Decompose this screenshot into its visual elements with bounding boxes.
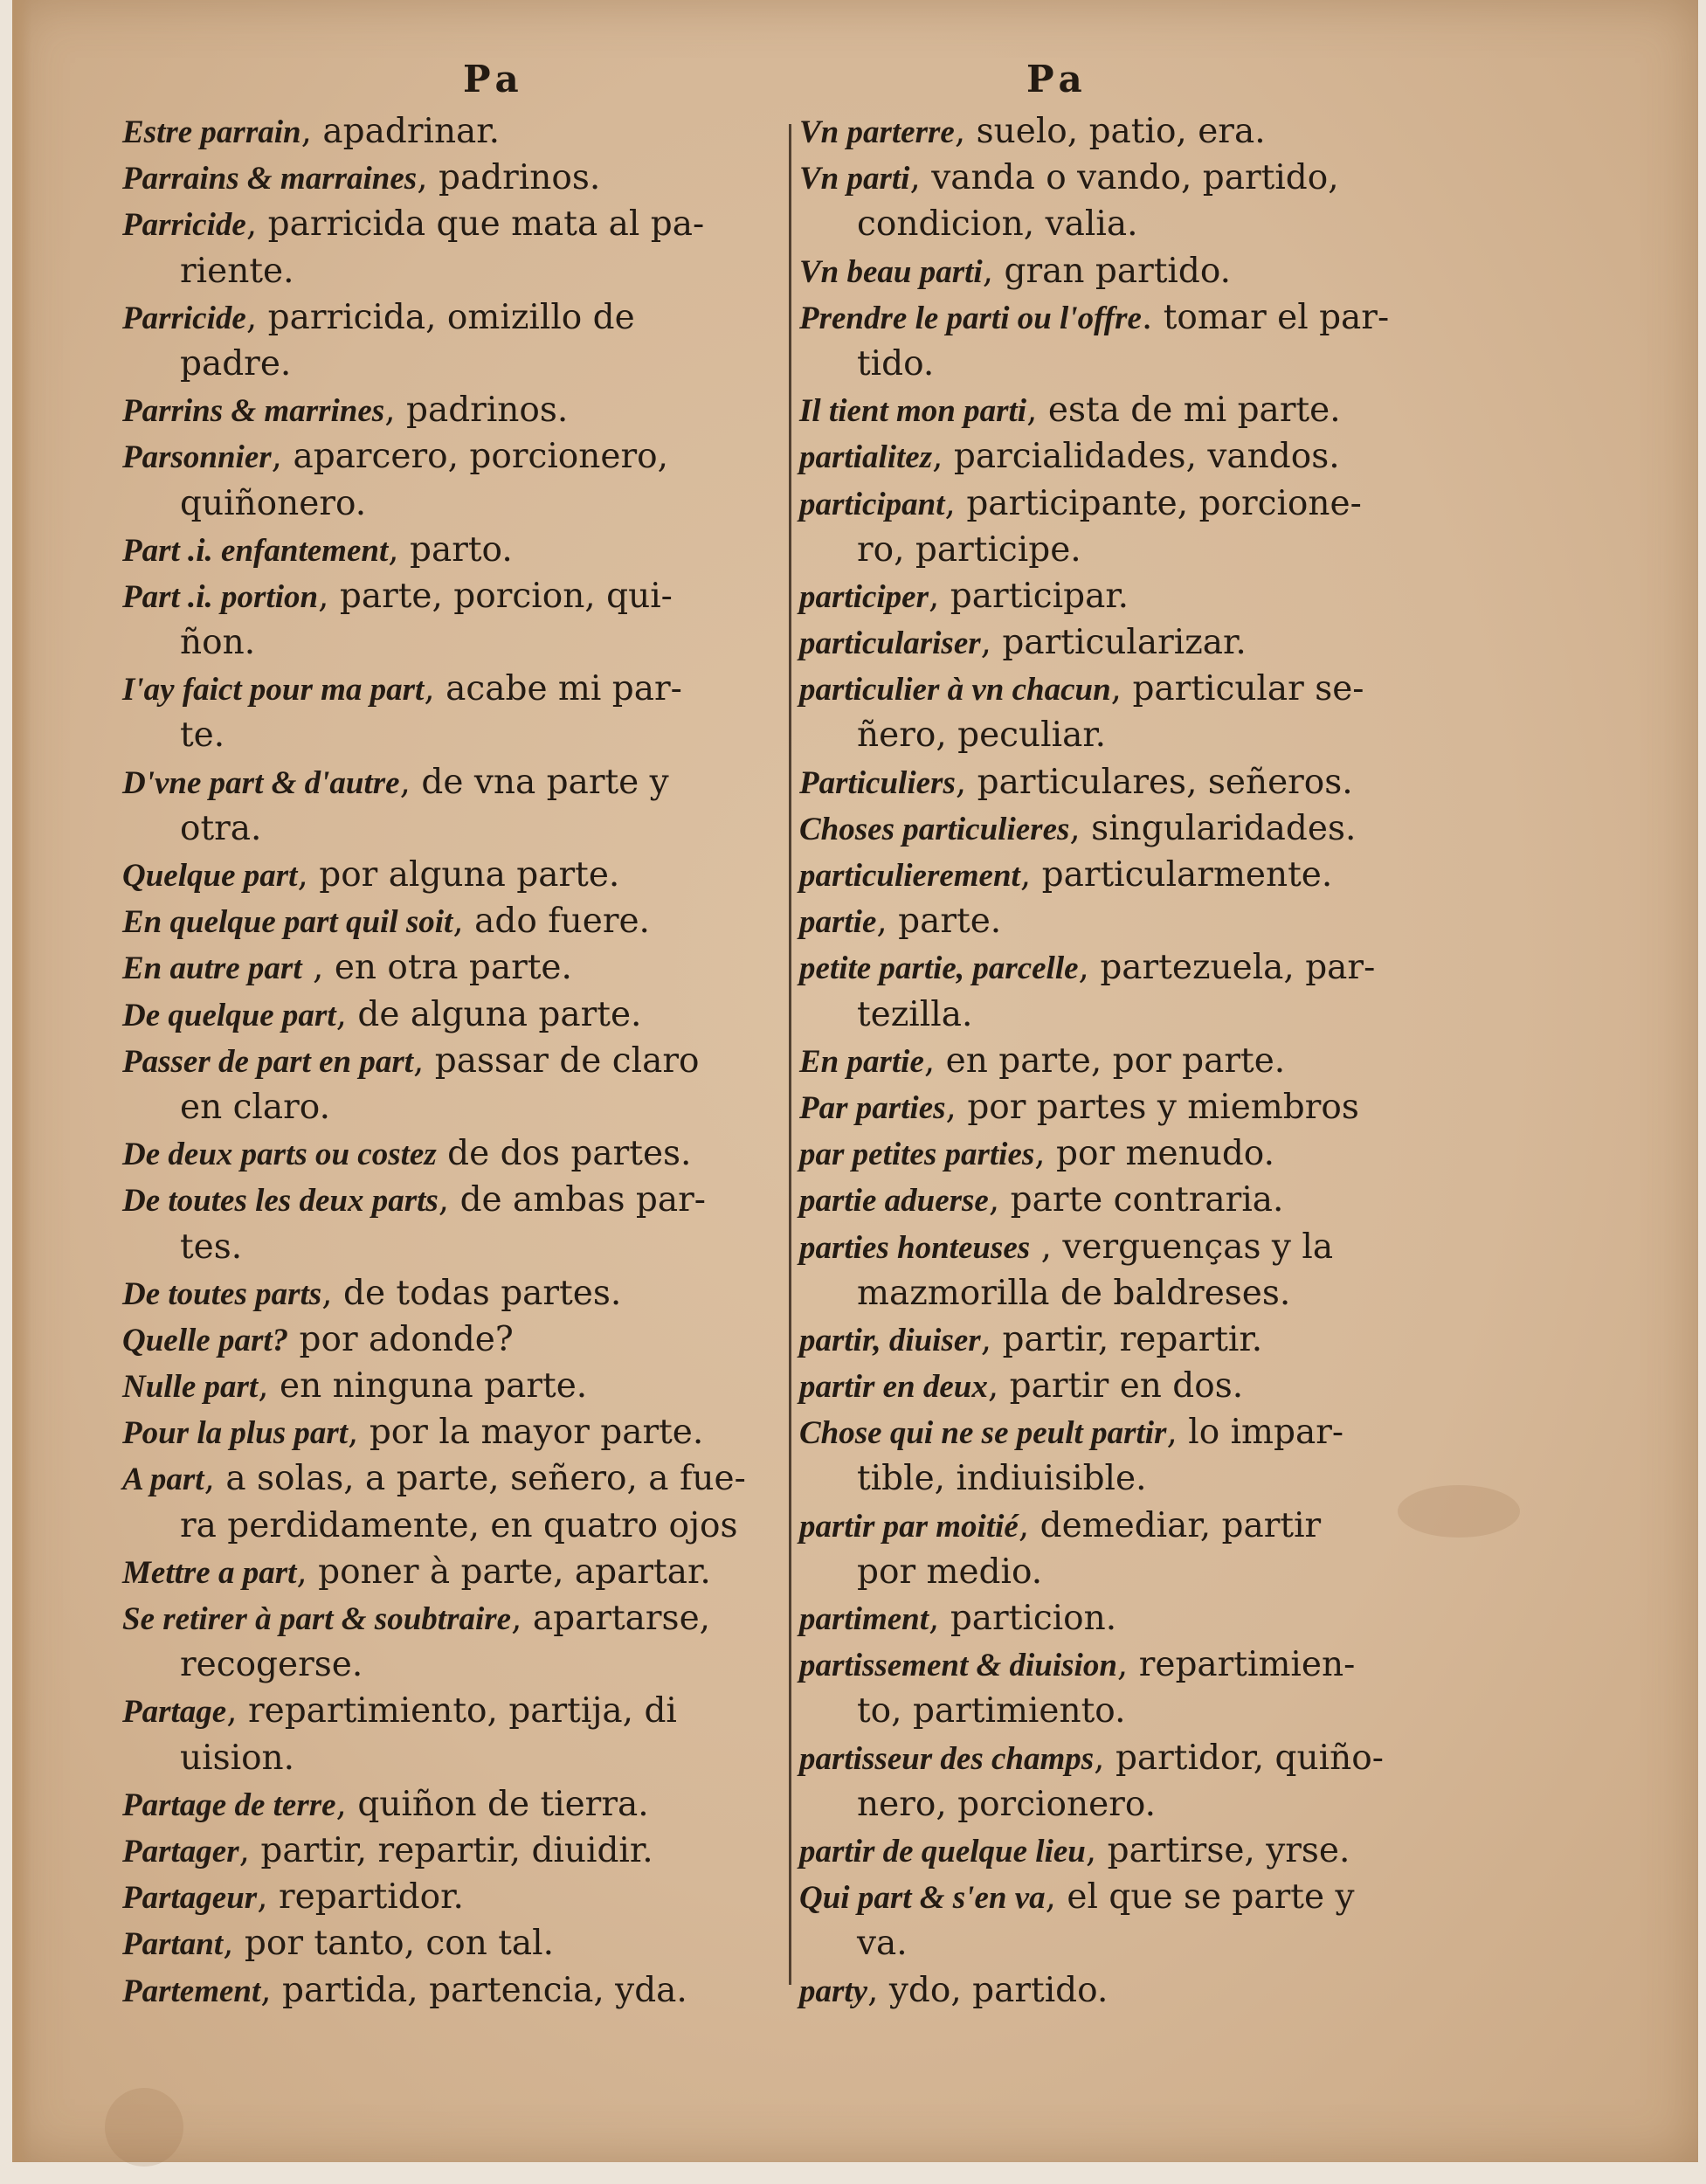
spanish-definition: por adonde? bbox=[288, 1319, 514, 1359]
french-headword: Particuliers bbox=[799, 764, 956, 801]
french-headword: partie bbox=[799, 904, 877, 941]
spanish-definition: , partezuela, par- bbox=[1078, 948, 1376, 988]
french-headword: Se retirer à part & soubtraire bbox=[122, 1601, 512, 1637]
spanish-definition: riente. bbox=[180, 251, 294, 291]
spanish-definition: , gran partido. bbox=[982, 251, 1232, 291]
spanish-definition: ra perdidamente, en quatro ojos bbox=[180, 1505, 738, 1545]
spanish-definition: , quiñon de tierra. bbox=[335, 1784, 649, 1824]
french-headword: De toutes les deux parts bbox=[122, 1183, 439, 1220]
entry-continuation-line bbox=[122, 341, 786, 387]
entry-continuation-line bbox=[799, 1688, 1472, 1734]
entry-continuation-line bbox=[799, 712, 1472, 758]
spanish-definition: mazmorilla de baldreses. bbox=[857, 1273, 1291, 1313]
spanish-definition: , parte. bbox=[876, 902, 1002, 942]
dictionary-entry bbox=[122, 852, 786, 898]
french-headword: Passer de part en part bbox=[122, 1043, 413, 1080]
french-headword: partissement & diuision bbox=[799, 1648, 1117, 1684]
spanish-definition: , partir, repartir, diuidir. bbox=[238, 1830, 653, 1870]
dictionary-entry bbox=[799, 1595, 1472, 1641]
dictionary-entry bbox=[799, 1363, 1472, 1409]
entry-continuation-line bbox=[799, 341, 1472, 387]
spanish-definition: , suelo, patio, era. bbox=[954, 112, 1266, 151]
entry-continuation-line bbox=[799, 1270, 1472, 1317]
entry-continuation-line bbox=[799, 992, 1472, 1038]
french-headword: Chose qui ne se peult partir bbox=[799, 1415, 1167, 1452]
french-headword: Parrins & marrines bbox=[122, 393, 385, 430]
right-column bbox=[799, 108, 1472, 2014]
french-headword: partiment bbox=[799, 1601, 929, 1637]
french-headword: Partage bbox=[122, 1694, 227, 1731]
spanish-definition: en claro. bbox=[180, 1087, 330, 1127]
spanish-definition: , repartidor. bbox=[257, 1877, 464, 1918]
dictionary-entry bbox=[799, 1874, 1472, 1920]
spanish-definition: , particulares, señeros. bbox=[955, 762, 1353, 802]
dictionary-entry bbox=[122, 1317, 786, 1363]
dictionary-entry bbox=[122, 387, 786, 433]
french-headword: partir par moitié bbox=[799, 1508, 1019, 1545]
spanish-definition: , en otra parte. bbox=[301, 948, 572, 988]
spanish-definition: , poner à parte, apartar. bbox=[296, 1552, 711, 1592]
dictionary-entry bbox=[799, 898, 1472, 944]
spanish-definition: , ydo, partido. bbox=[867, 1970, 1109, 2010]
dictionary-entry bbox=[799, 1735, 1472, 1781]
spanish-definition: va. bbox=[857, 1924, 908, 1964]
spanish-definition: ñero, peculiar. bbox=[857, 715, 1107, 756]
spanish-definition: , parto. bbox=[388, 529, 513, 570]
dictionary-entry bbox=[799, 155, 1472, 201]
french-headword: partisseur des champs bbox=[799, 1740, 1095, 1777]
entry-continuation-line bbox=[122, 712, 786, 758]
entry-continuation-line bbox=[122, 480, 786, 527]
spanish-definition: , partir, repartir. bbox=[980, 1319, 1263, 1359]
dictionary-entry bbox=[799, 1038, 1472, 1084]
spanish-definition: , partidor, quiño- bbox=[1094, 1738, 1384, 1778]
spanish-definition: , esta de mi parte. bbox=[1026, 390, 1341, 431]
spanish-definition: , partida, partencia, yda. bbox=[260, 1970, 687, 2010]
french-headword: Prendre le parti ou l'offre bbox=[799, 300, 1142, 336]
dictionary-entry bbox=[799, 433, 1472, 480]
spanish-definition: , el que se parte y bbox=[1045, 1877, 1355, 1918]
spanish-definition: tido. bbox=[857, 343, 935, 384]
spanish-definition: , por alguna parte. bbox=[297, 855, 620, 895]
spanish-definition: , padrinos. bbox=[384, 390, 569, 431]
spanish-definition: , por menudo. bbox=[1034, 1134, 1274, 1174]
french-headword: Parrains & marraines bbox=[122, 161, 418, 197]
dictionary-entry bbox=[122, 1363, 786, 1409]
dictionary-entry bbox=[799, 1130, 1472, 1177]
spanish-definition: , singularidades. bbox=[1069, 808, 1357, 848]
french-headword: party bbox=[799, 1973, 868, 2009]
french-headword: Quelle part? bbox=[122, 1322, 289, 1358]
spanish-definition: , aparcero, porcionero, bbox=[271, 437, 669, 477]
dictionary-entry bbox=[799, 1224, 1472, 1270]
dictionary-entry bbox=[799, 944, 1472, 991]
dictionary-entry bbox=[799, 1503, 1472, 1549]
spanish-definition: , repartimiento, partija, di bbox=[226, 1691, 677, 1731]
french-headword: Partageur bbox=[122, 1880, 258, 1917]
dictionary-entry bbox=[122, 1270, 786, 1317]
entry-continuation-line bbox=[122, 1503, 786, 1549]
spanish-definition: , lo impar- bbox=[1166, 1413, 1344, 1453]
entry-continuation-line bbox=[122, 619, 786, 666]
dictionary-entry bbox=[799, 248, 1472, 294]
french-headword: partir de quelque lieu bbox=[799, 1833, 1086, 1870]
dictionary-entry bbox=[799, 1177, 1472, 1223]
dictionary-entry bbox=[799, 852, 1472, 898]
spanish-definition: , en parte, por parte. bbox=[923, 1040, 1286, 1081]
spanish-definition: , partirse, yrse. bbox=[1085, 1830, 1350, 1870]
dictionary-entry bbox=[122, 433, 786, 480]
spanish-definition: quiñonero. bbox=[180, 483, 367, 523]
entry-continuation-line bbox=[799, 201, 1472, 247]
french-headword: Parricide bbox=[122, 207, 246, 244]
french-headword: Estre parrain bbox=[122, 114, 301, 150]
french-headword: particulierement bbox=[799, 858, 1020, 894]
dictionary-entry bbox=[122, 1874, 786, 1920]
spanish-definition: to, partimiento. bbox=[857, 1691, 1126, 1731]
dictionary-entry bbox=[799, 1409, 1472, 1455]
spanish-definition: ñon. bbox=[180, 623, 256, 663]
french-headword: Quelque part bbox=[122, 858, 298, 894]
spanish-definition: , parricida que mata al pa- bbox=[245, 204, 705, 245]
spanish-definition: , particularizar. bbox=[980, 623, 1247, 663]
spanish-definition: , particularmente. bbox=[1019, 855, 1333, 895]
spanish-definition: , demediar, partir bbox=[1018, 1505, 1322, 1545]
dictionary-entry bbox=[122, 1595, 786, 1641]
french-headword: Choses particulieres bbox=[799, 811, 1070, 847]
dictionary-entry bbox=[122, 1688, 786, 1734]
french-headword: En partie bbox=[799, 1043, 924, 1080]
spanish-definition: condicion, valia. bbox=[857, 204, 1138, 245]
french-headword: petite partie, parcelle bbox=[799, 950, 1079, 987]
spanish-definition: , particular se- bbox=[1110, 669, 1364, 709]
dictionary-entry bbox=[122, 1455, 786, 1502]
dictionary-entry bbox=[122, 1549, 786, 1595]
spanish-definition: tible, indiuisible. bbox=[857, 1459, 1147, 1499]
french-headword: participant bbox=[799, 486, 945, 522]
spanish-definition: , por la mayor parte. bbox=[348, 1413, 704, 1453]
spanish-definition: ro, participe. bbox=[857, 529, 1081, 570]
spanish-definition: , vanda o vando, partido, bbox=[909, 158, 1339, 198]
dictionary-entry bbox=[122, 1409, 786, 1455]
dictionary-entry bbox=[799, 666, 1472, 712]
spanish-definition: , de alguna parte. bbox=[335, 994, 642, 1034]
french-headword: D'vne part & d'autre bbox=[122, 764, 400, 801]
dictionary-entry bbox=[799, 1641, 1472, 1688]
entry-continuation-line bbox=[799, 1781, 1472, 1828]
french-headword: Partage de terre bbox=[122, 1787, 336, 1823]
french-headword: participer bbox=[799, 578, 929, 615]
french-headword: Partager bbox=[122, 1833, 239, 1870]
dictionary-entry bbox=[122, 944, 786, 991]
french-headword: En quelque part quil soit bbox=[122, 904, 453, 941]
french-headword: Par parties bbox=[799, 1089, 946, 1126]
spanish-definition: uision. bbox=[180, 1738, 295, 1778]
french-headword: De deux parts ou costez bbox=[122, 1137, 437, 1173]
french-headword: particulier à vn chacun bbox=[799, 672, 1111, 708]
spanish-definition: , por tanto, con tal. bbox=[223, 1924, 555, 1964]
dictionary-entry bbox=[122, 666, 786, 712]
dictionary-entry bbox=[122, 1920, 786, 1966]
french-headword: Pour la plus part bbox=[122, 1415, 349, 1452]
dictionary-entry bbox=[799, 480, 1472, 527]
spanish-definition: , de todas partes. bbox=[321, 1273, 622, 1313]
spanish-definition: , parricida, omizillo de bbox=[245, 297, 635, 337]
dictionary-entry bbox=[122, 1177, 786, 1223]
french-headword: par petites parties bbox=[799, 1137, 1035, 1173]
french-headword: Qui part & s'en va bbox=[799, 1880, 1046, 1917]
dictionary-entry bbox=[799, 805, 1472, 852]
spanish-definition: , de vna parte y bbox=[399, 762, 669, 802]
spanish-definition: , parte, porcion, qui- bbox=[318, 576, 673, 616]
french-headword: Vn parterre bbox=[799, 114, 955, 150]
paper-stain bbox=[105, 2088, 183, 2167]
page-gutter-shadow bbox=[12, 0, 31, 2162]
spanish-definition: , en ninguna parte. bbox=[258, 1366, 588, 1406]
spanish-definition: , verguenças y la bbox=[1030, 1227, 1334, 1267]
french-headword: Mettre a part bbox=[122, 1554, 297, 1591]
dictionary-entry bbox=[122, 108, 786, 155]
dictionary-entry bbox=[799, 1828, 1472, 1874]
spanish-definition: , acabe mi par- bbox=[424, 669, 682, 709]
left-column bbox=[122, 108, 786, 2014]
french-headword: parties honteuses bbox=[799, 1229, 1031, 1266]
dictionary-entry bbox=[799, 1084, 1472, 1130]
dictionary-entry bbox=[122, 201, 786, 247]
dictionary-entry bbox=[122, 155, 786, 201]
entry-continuation-line bbox=[122, 805, 786, 852]
spanish-definition: , de ambas par- bbox=[438, 1180, 706, 1220]
spanish-definition: padre. bbox=[180, 343, 292, 384]
french-headword: particulariser bbox=[799, 625, 981, 662]
spanish-definition: por medio. bbox=[857, 1552, 1043, 1592]
spanish-definition: recogerse. bbox=[180, 1645, 363, 1685]
entry-continuation-line bbox=[799, 1920, 1472, 1966]
spanish-definition: nero, porcionero. bbox=[857, 1784, 1157, 1824]
french-headword: Vn beau parti bbox=[799, 253, 983, 290]
dictionary-entry bbox=[799, 1317, 1472, 1363]
spanish-definition: , repartimien- bbox=[1116, 1645, 1356, 1685]
french-headword: A part bbox=[122, 1462, 204, 1498]
dictionary-entry bbox=[799, 759, 1472, 805]
dictionary-entry bbox=[122, 1130, 786, 1177]
spanish-definition: , a solas, a parte, señero, a fue- bbox=[204, 1459, 746, 1499]
dictionary-entry bbox=[122, 1038, 786, 1084]
french-headword: Parricide bbox=[122, 300, 246, 336]
french-headword: partir, diuiser bbox=[799, 1322, 981, 1358]
spanish-definition: , participante, porcione- bbox=[944, 483, 1362, 523]
french-headword: partialitez bbox=[799, 439, 933, 476]
french-headword: En autre part bbox=[122, 950, 302, 987]
french-headword: partie aduerse bbox=[799, 1183, 989, 1220]
running-head-left: Pa bbox=[463, 58, 524, 100]
french-headword: Part .i. enfantement bbox=[122, 532, 389, 569]
entry-continuation-line bbox=[122, 1735, 786, 1781]
running-head-right: Pa bbox=[1026, 58, 1088, 100]
entry-continuation-line bbox=[122, 1084, 786, 1130]
dictionary-entry bbox=[122, 898, 786, 944]
spanish-definition: , participar. bbox=[928, 576, 1129, 616]
spanish-definition: de dos partes. bbox=[436, 1134, 692, 1174]
spanish-definition: tezilla. bbox=[857, 994, 973, 1034]
spanish-definition: , apartarse, bbox=[511, 1599, 711, 1638]
column-divider bbox=[789, 124, 791, 1985]
spanish-definition: , por partes y miembros bbox=[945, 1087, 1359, 1127]
dictionary-entry bbox=[799, 619, 1472, 666]
dictionary-entry bbox=[799, 294, 1472, 341]
dictionary-entry bbox=[799, 108, 1472, 155]
entry-continuation-line bbox=[122, 1641, 786, 1688]
entry-continuation-line bbox=[122, 248, 786, 294]
dictionary-entry bbox=[122, 527, 786, 573]
french-headword: Part .i. portion bbox=[122, 578, 319, 615]
spanish-definition: otra. bbox=[180, 808, 262, 848]
entry-continuation-line bbox=[799, 1549, 1472, 1595]
spanish-definition: , parte contraria. bbox=[988, 1180, 1284, 1220]
spanish-definition: te. bbox=[180, 715, 225, 756]
spanish-definition: . tomar el par- bbox=[1141, 297, 1390, 337]
entry-continuation-line bbox=[122, 1224, 786, 1270]
dictionary-entry bbox=[799, 573, 1472, 619]
dictionary-entry bbox=[122, 1967, 786, 2014]
dictionary-entry bbox=[122, 294, 786, 341]
spanish-definition: , parcialidades, vandos. bbox=[932, 437, 1340, 477]
spanish-definition: , padrinos. bbox=[417, 158, 601, 198]
spanish-definition: , partir en dos. bbox=[987, 1366, 1244, 1406]
spanish-definition: , particion. bbox=[929, 1599, 1117, 1638]
spanish-definition: , ado fuere. bbox=[452, 902, 650, 942]
spanish-definition: , apadrinar. bbox=[300, 112, 501, 151]
dictionary-entry bbox=[799, 1967, 1472, 2014]
french-headword: Partant bbox=[122, 1926, 224, 1963]
dictionary-entry bbox=[799, 387, 1472, 433]
french-headword: De toutes parts bbox=[122, 1275, 322, 1312]
dictionary-entry bbox=[122, 759, 786, 805]
dictionary-entry bbox=[122, 573, 786, 619]
entry-continuation-line bbox=[799, 1455, 1472, 1502]
french-headword: Parsonnier bbox=[122, 439, 272, 476]
spanish-definition: tes. bbox=[180, 1227, 243, 1267]
french-headword: Nulle part bbox=[122, 1369, 259, 1406]
french-headword: partir en deux bbox=[799, 1369, 988, 1406]
french-headword: Il tient mon parti bbox=[799, 393, 1027, 430]
dictionary-entry bbox=[122, 1781, 786, 1828]
dictionary-entry bbox=[122, 1828, 786, 1874]
french-headword: Partement bbox=[122, 1973, 261, 2009]
french-headword: Vn parti bbox=[799, 161, 910, 197]
spanish-definition: , passar de claro bbox=[413, 1040, 700, 1081]
french-headword: De quelque part bbox=[122, 997, 336, 1033]
dictionary-entry bbox=[122, 992, 786, 1038]
entry-continuation-line bbox=[799, 527, 1472, 573]
french-headword: I'ay faict pour ma part bbox=[122, 672, 425, 708]
